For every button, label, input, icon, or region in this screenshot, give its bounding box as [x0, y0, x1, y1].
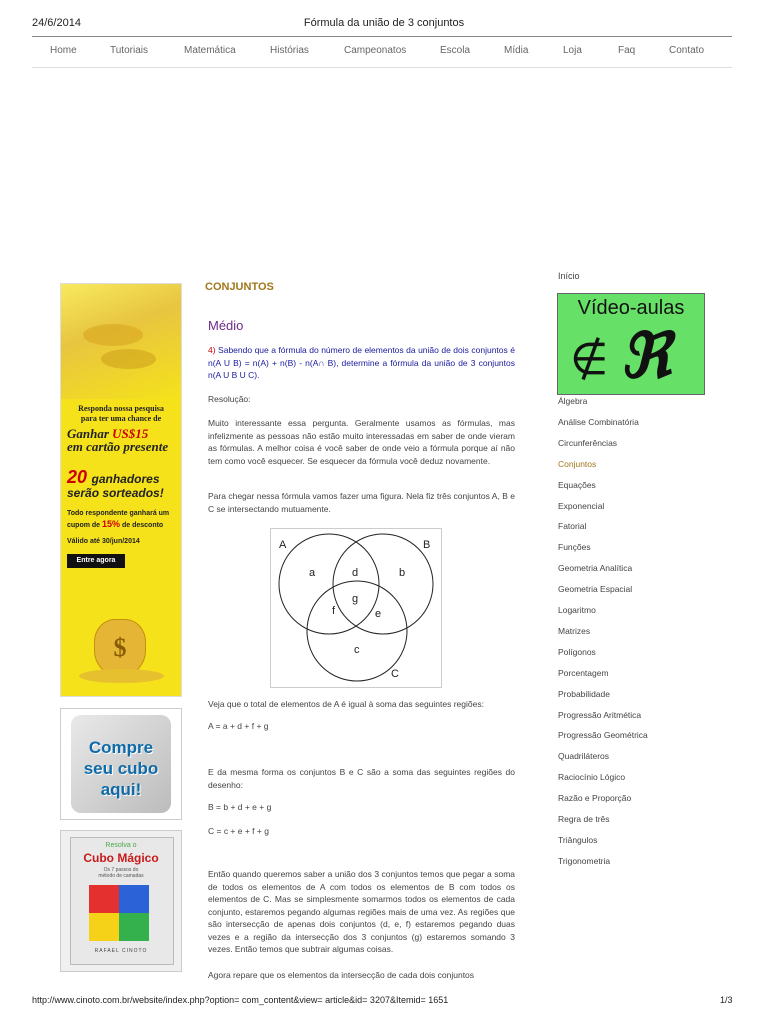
winners-number: 20 — [67, 467, 88, 487]
sidebar-category-item[interactable]: Progressão Aritmética — [558, 709, 642, 720]
resolution-label: Resolução: — [208, 394, 251, 404]
buy-cube-ad[interactable] — [60, 708, 182, 820]
sidebar-category-item[interactable]: Matrizes — [558, 625, 591, 636]
print-date: 24/6/2014 — [32, 17, 81, 29]
survey-line-1: Responda nossa pesquisa — [78, 404, 164, 413]
nav-faq[interactable]: Faq — [618, 45, 636, 56]
sidebar-category-item[interactable]: Regra de três — [558, 814, 610, 824]
money-bag-icon: $ — [94, 619, 146, 676]
sidebar-category-item[interactable]: Probabilidade — [558, 688, 610, 699]
not-element-of-icon: ∉ — [570, 334, 609, 385]
set-b-circle — [333, 534, 433, 634]
equation-a: A = a + d + f + g — [208, 721, 269, 731]
survey-line-2: para ter uma chance de — [80, 414, 162, 423]
survey-ad-banner[interactable] — [60, 283, 182, 697]
set-a-circle — [279, 534, 382, 634]
question — [208, 344, 515, 382]
paragraph-3: Veja que o total de elementos de A é igual à soma das seguintes regiões: — [208, 699, 484, 709]
sidebar-category-item[interactable]: Exponencial — [558, 500, 605, 511]
set-a-label: A — [279, 539, 287, 551]
region-g: g — [352, 593, 359, 605]
region-d: d — [352, 567, 359, 579]
sidebar-category-item[interactable]: Razão e Proporção — [558, 793, 632, 804]
winners-word: ganhadores — [91, 472, 160, 486]
sidebar-category-item[interactable]: Quadriláteros — [558, 751, 610, 762]
cube-ad-line-2: seu cubo — [83, 759, 159, 778]
nav-campeonatos[interactable]: Campeonatos — [344, 45, 407, 56]
print-page-number: 1/3 — [720, 995, 733, 1005]
sidebar-inicio[interactable]: Início — [558, 271, 580, 281]
video-lessons-banner[interactable] — [557, 293, 705, 395]
book-subtitle-1: Os 7 passos do — [103, 867, 139, 873]
real-numbers-icon: ℜ — [620, 323, 671, 391]
book-author: RAFAEL CINOTO — [94, 948, 148, 954]
nav-midia[interactable]: Mídia — [504, 45, 529, 56]
winners-line-2: serão sorteados! — [67, 486, 164, 500]
survey-amount: US$15 — [112, 426, 149, 441]
region-e: e — [375, 608, 382, 620]
sidebar-category-item[interactable]: Circunferências — [558, 437, 618, 448]
prize-line-1: Todo respondente ganhará um — [67, 510, 170, 517]
sidebar-category-item[interactable]: Geometria Espacial — [558, 584, 633, 595]
region-b: b — [399, 567, 406, 579]
nav-tutoriais[interactable]: Tutoriais — [110, 45, 148, 56]
nav-escola[interactable]: Escola — [440, 45, 471, 56]
prize-percent: 15% — [102, 519, 121, 529]
sidebar-category-item[interactable]: Triângulos — [558, 834, 598, 845]
print-url: http://www.cinoto.com.br/website/index.php?option= com_content&view= article&id= 3207&Itemid= 1651 — [32, 995, 449, 1005]
nav-historias[interactable]: Histórias — [270, 45, 309, 56]
question-text: Sabendo que a fórmula do número de elementos da união de dois conjuntos é n(A U B) = n(A) + n(B) - n(A∩ B), determine a fórmula da união de 3 conjuntos n(A U B U C). — [208, 345, 515, 380]
book-title-small: Resolva o — [105, 842, 137, 849]
paragraph-4: E da mesma forma os conjuntos B e C são a soma das seguintes regiões do desenho: — [208, 767, 515, 790]
sidebar-category-item[interactable]: Conjuntos — [558, 458, 597, 469]
coin-icon — [83, 324, 143, 346]
sidebar-category-item[interactable]: Equações — [558, 479, 596, 490]
prize-line-2a: cupom de — [67, 522, 101, 529]
paragraph-2: Para chegar nessa fórmula vamos fazer uma figura. Nela fiz três conjuntos A, B e C se intersectando mutuamente. — [208, 491, 515, 514]
difficulty-level: Médio — [208, 318, 244, 333]
sidebar-category-item[interactable]: Porcentagem — [558, 667, 609, 678]
region-f: f — [332, 605, 336, 617]
prize-line-2b: de desconto — [121, 522, 164, 529]
equation-c: C = c + e + f + g — [208, 826, 269, 836]
nav-loja[interactable]: Loja — [563, 45, 582, 56]
sidebar-category-item[interactable]: Logaritmo — [558, 605, 596, 615]
print-title: Fórmula da união de 3 conjuntos — [303, 17, 465, 29]
valid-until: Válido até 30/jun/2014 — [67, 538, 140, 545]
equation-b: B = b + d + e + g — [208, 802, 272, 812]
paragraph-5: Então quando queremos saber a união dos 3 conjuntos temos que pegar a soma de todos os elementos de A com todos os elementos de B com todos os elementos de C. Mas se simplesmente somarmos todos os elementos de cada conjunto, estaremos pegando algumas regiões mais de uma vez. As regiões que são intersecção de apenas dois conjuntos (d, e, f) estaremos pegando duas vezes e a região da intersecção dos 3 conjuntos (g) estaremos somando 3 vezes. Então temos que subtrair algumas coisas. — [208, 869, 515, 954]
section-title[interactable]: CONJUNTOS — [205, 281, 274, 293]
sidebar-category-item[interactable]: Raciocínio Lógico — [558, 772, 626, 783]
paragraph-6: Agora repare que os elementos da intersecção de cada dois conjuntos — [208, 970, 475, 980]
enter-now-button[interactable]: Entre agora — [67, 554, 125, 568]
region-c: c — [354, 644, 360, 656]
sidebar-category-item[interactable]: Trigonometria — [558, 855, 611, 866]
survey-win: Ganhar — [67, 426, 109, 441]
set-b-label: B — [423, 539, 431, 551]
paragraph-1: Muito interessante essa pergunta. Geralmente usamos as fórmulas, mas infelizmente as pessoas não estão muito interessadas em saber de onde vieram as fórmulas. A melhor coisa é você saber de onde veio a fórmula porque aí não tem como você esquecer. Se esquecer da fórmula você deduz novamente. — [208, 418, 515, 466]
nav-matematica[interactable]: Matemática — [184, 45, 236, 56]
gold-coins-icon — [79, 669, 164, 683]
sidebar-category-item[interactable]: Geometria Analítica — [558, 563, 633, 574]
book-subtitle-2: método de camadas — [98, 873, 144, 879]
sidebar-category-item[interactable]: Álgebra — [558, 396, 588, 406]
main-nav — [32, 36, 732, 68]
nav-home[interactable]: Home — [50, 45, 77, 56]
coin-icon — [101, 349, 156, 369]
book-title-main: Cubo Mágico — [83, 851, 159, 865]
sidebar-category-item[interactable]: Funções — [558, 542, 591, 553]
venn-diagram — [270, 528, 442, 688]
cube-image — [89, 885, 149, 941]
cube-ad-line-3: aqui! — [100, 780, 142, 799]
region-a: a — [309, 567, 316, 579]
sidebar-category-item[interactable]: Fatorial — [558, 521, 587, 532]
cube-ad-line-1: Compre — [88, 738, 154, 757]
sidebar-category-item[interactable]: Progressão Geométrica — [558, 730, 648, 741]
question-number: 4) — [208, 345, 216, 355]
video-lessons-title: Vídeo-aulas — [577, 297, 685, 319]
sidebar-category-item[interactable]: Polígonos — [558, 646, 596, 657]
nav-contato[interactable]: Contato — [669, 45, 705, 56]
sidebar-category-item[interactable]: Análise Combinatória — [558, 416, 639, 427]
survey-gift: em cartão presente — [67, 439, 169, 454]
book-ad[interactable] — [60, 830, 182, 972]
set-c-label: C — [391, 668, 399, 680]
